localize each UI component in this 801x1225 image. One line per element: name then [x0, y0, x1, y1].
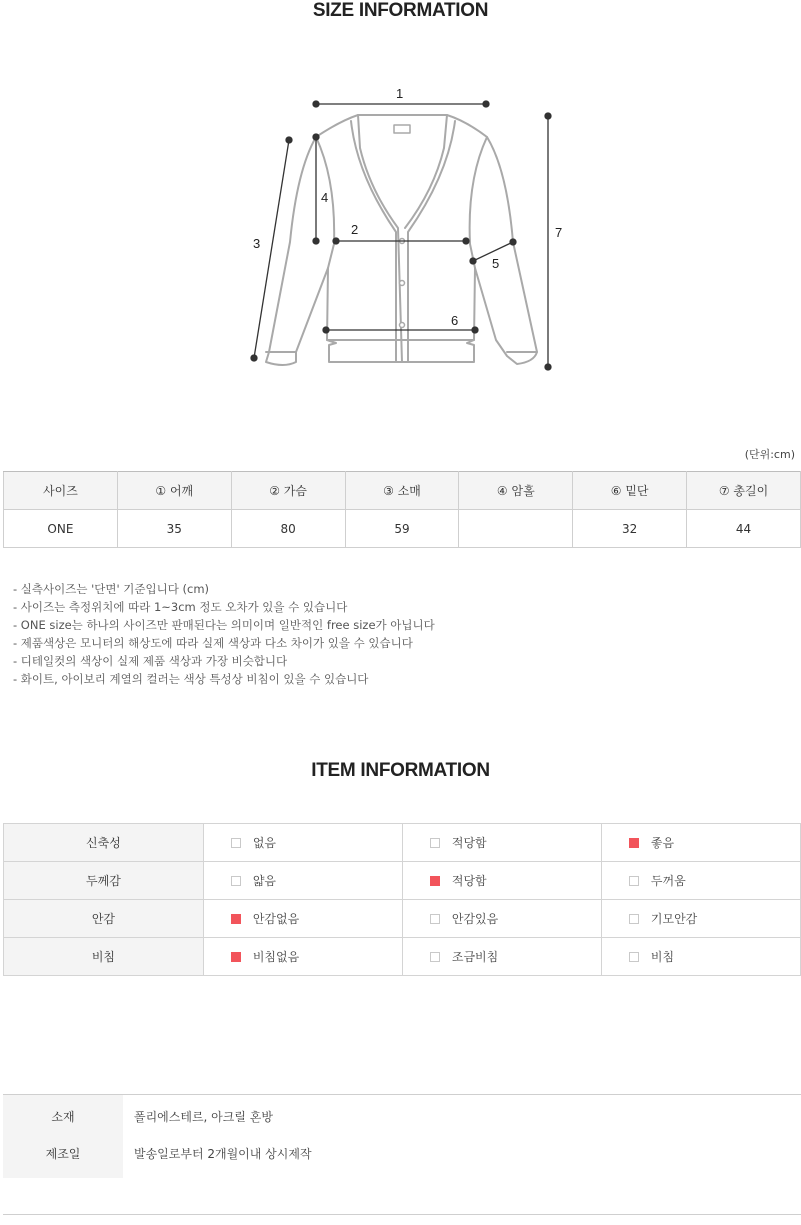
item-row [4, 824, 801, 862]
header-hem: ⑥ 밑단 [573, 472, 687, 510]
item-option-label: 적당함 [451, 836, 487, 850]
diagram-label-2: 2 [351, 222, 359, 237]
item-option [601, 938, 800, 976]
unchecked-box-icon [231, 838, 241, 848]
item-option [203, 862, 402, 900]
note-line: - ONE size는 하나의 사이즈만 판매된다는 의미이며 일반적인 free size가 아닙니다 [13, 618, 435, 632]
item-option [203, 900, 402, 938]
item-option-label: 안감없음 [252, 912, 300, 926]
header-armhole: ④ 암홀 [459, 472, 573, 510]
item-table [3, 823, 801, 976]
diagram-label-7: 7 [555, 225, 563, 240]
size-notes [13, 580, 435, 688]
item-option-label: 좋음 [650, 836, 675, 850]
item-row-label: 두께감 [4, 862, 204, 900]
item-option-label: 비침 [650, 950, 675, 964]
item-row-label: 안감 [4, 900, 204, 938]
item-option-label: 비침없음 [252, 950, 300, 964]
cell-total-length: 44 [687, 510, 801, 548]
item-option [402, 824, 601, 862]
item-option-label: 두꺼움 [650, 874, 686, 888]
header-total-length: ⑦ 총길이 [687, 472, 801, 510]
size-information-title: SIZE INFORMATION [312, 0, 489, 21]
item-row-label: 비침 [4, 938, 204, 976]
item-option-label: 기모안감 [650, 912, 698, 926]
header-shoulder: ① 어깨 [117, 472, 231, 510]
note-line: - 실측사이즈는 '단면' 기준입니다 (cm) [13, 582, 210, 596]
item-row [4, 938, 801, 976]
unchecked-box-icon [629, 914, 639, 924]
checked-box-icon [231, 952, 241, 962]
header-size: 사이즈 [4, 472, 118, 510]
note-line: - 사이즈는 측정위치에 따라 1~3cm 정도 오차가 있을 수 있습니다 [13, 600, 348, 614]
checked-box-icon [231, 914, 241, 924]
item-option [203, 938, 402, 976]
manufacture-value: 발송일로부터 2개월이내 상시제작 [134, 1147, 312, 1161]
item-option-label: 얇음 [252, 874, 276, 888]
cell-sleeve: 59 [345, 510, 459, 548]
cell-hem: 32 [573, 510, 687, 548]
manufacture-row [3, 1145, 801, 1165]
note-line: - 화이트, 아이보리 계열의 컬러는 색상 특성상 비침이 있을 수 있습니다 [13, 672, 369, 686]
material-info [3, 1094, 801, 1178]
item-information-title: ITEM INFORMATION [311, 760, 490, 781]
note-line: - 디테일컷의 색상이 실제 제품 색상과 가장 비슷합니다 [13, 654, 288, 668]
item-option-label: 없음 [252, 836, 276, 850]
item-option [601, 900, 800, 938]
checked-box-icon [629, 838, 639, 848]
header-sleeve: ③ 소매 [345, 472, 459, 510]
item-option [402, 862, 601, 900]
unchecked-box-icon [430, 914, 440, 924]
item-option [601, 862, 800, 900]
cell-shoulder: 35 [117, 510, 231, 548]
table-row [4, 510, 801, 548]
divider [3, 1214, 801, 1215]
material-row [3, 1108, 801, 1128]
item-option [402, 938, 601, 976]
size-table [3, 471, 801, 548]
cell-size: ONE [4, 510, 118, 548]
diagram-label-6: 6 [451, 313, 459, 328]
item-option-label: 안감있음 [451, 912, 499, 926]
header-chest: ② 가슴 [231, 472, 345, 510]
unchecked-box-icon [430, 838, 440, 848]
item-row-label: 신축성 [4, 824, 204, 862]
item-option-label: 적당함 [451, 874, 487, 888]
item-option-label: 조금비침 [451, 950, 499, 964]
item-option [402, 900, 601, 938]
unchecked-box-icon [629, 876, 639, 886]
manufacture-label: 제조일 [45, 1147, 81, 1161]
size-table-header-row [4, 472, 801, 510]
item-row [4, 862, 801, 900]
unit-label: (단위:cm) [744, 448, 795, 461]
cardigan-size-diagram [0, 60, 801, 400]
diagram-label-3: 3 [253, 236, 261, 251]
material-label: 소재 [51, 1110, 75, 1124]
diagram-label-4: 4 [321, 190, 329, 205]
note-line: - 제품색상은 모니터의 해상도에 따라 실제 색상과 다소 차이가 있을 수 있습니다 [13, 636, 413, 650]
item-option [203, 824, 402, 862]
diagram-label-5: 5 [492, 256, 500, 271]
item-option [601, 824, 800, 862]
cell-chest: 80 [231, 510, 345, 548]
cell-armhole [459, 510, 573, 548]
item-row [4, 900, 801, 938]
material-value: 폴리에스테르, 아크릴 혼방 [134, 1110, 273, 1124]
unchecked-box-icon [430, 952, 440, 962]
diagram-label-1: 1 [396, 86, 404, 101]
checked-box-icon [430, 876, 440, 886]
unchecked-box-icon [231, 876, 241, 886]
unchecked-box-icon [629, 952, 639, 962]
